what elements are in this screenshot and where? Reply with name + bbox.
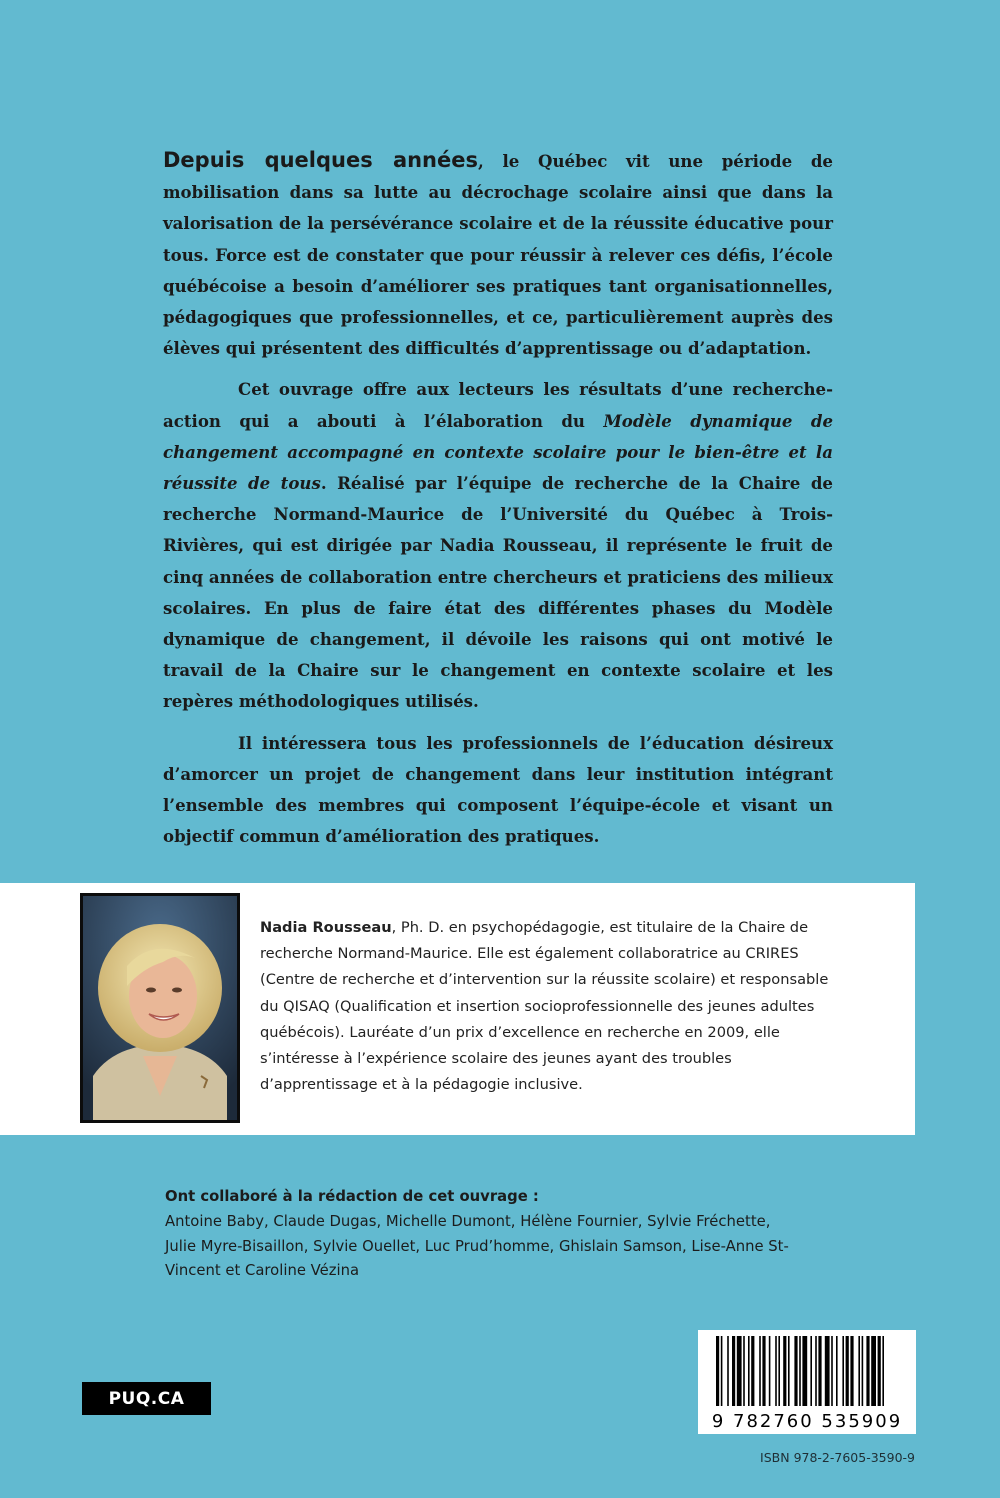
barcode-bar bbox=[810, 1336, 812, 1406]
summary-p2-start: Cet ouvrage offre aux lecteurs les résultats d’une recherche-action qui a abouti à l’élaboration du bbox=[163, 379, 833, 431]
contributors bbox=[165, 1185, 805, 1284]
isbn-text: ISBN 978-2-7605-3590-9 bbox=[760, 1450, 915, 1465]
summary-p1-text: , le Québec vit une période de mobilisation dans sa lutte au décrochage scolaire ainsi que dans la valorisation de la persévérance scolaire et de la réussite éducative pour tous. Force est de constater que pour réussir à relever ces défis, l’école québécoise a besoin d’améliorer ses pratiques tant organisationnelles, pédagogiques que professionnelles, et ce, particulièrement auprès des élèves qui présentent des difficultés d’apprentissage ou d’adaptation. bbox=[163, 151, 833, 359]
barcode-bar bbox=[842, 1336, 844, 1406]
barcode-bar bbox=[878, 1336, 881, 1406]
back-cover-summary bbox=[163, 145, 833, 862]
barcode-bar bbox=[737, 1336, 742, 1406]
barcode-bar bbox=[778, 1336, 780, 1406]
barcode-bar bbox=[882, 1336, 884, 1406]
summary-lead: Depuis quelques années bbox=[163, 148, 478, 172]
summary-paragraph-3: Il intéressera tous les professionnels de l’éducation désireux d’amorcer un projet de changement dans leur institution intégrant l’ensemble des membres qui composent l’équipe-école et visant un objectif commun d’amélioration des pratiques. bbox=[163, 732, 833, 847]
isbn-barcode bbox=[698, 1330, 916, 1434]
barcode-bar bbox=[799, 1336, 801, 1406]
contributors-names: Antoine Baby, Claude Dugas, Michelle Dumont, Hélène Fournier, Sylvie Fréchette, Julie Myre-Bisaillon, Sylvie Ouellet, Luc Prud’homme, Ghislain Samson, Lise-Anne St-Vincent et Caroline Vézina bbox=[165, 1212, 789, 1280]
barcode-bars-icon bbox=[698, 1330, 916, 1410]
author-photo bbox=[80, 893, 240, 1123]
author-name: Nadia Rousseau bbox=[260, 919, 392, 936]
barcode-bar bbox=[759, 1336, 761, 1406]
summary-paragraph-1 bbox=[163, 145, 833, 364]
barcode-bar bbox=[732, 1336, 735, 1406]
model-title: Modèle dynamique de changement accompagné en contexte scolaire pour le bien-être et la réussite de tous bbox=[163, 410, 833, 494]
barcode-bar bbox=[815, 1336, 817, 1406]
barcode-digits: 9 782760 535909 bbox=[711, 1411, 903, 1432]
summary-paragraph-2 bbox=[163, 374, 833, 717]
barcode-bar bbox=[783, 1336, 786, 1406]
barcode-bar bbox=[825, 1336, 830, 1406]
barcode-bar bbox=[762, 1336, 765, 1406]
contributors-heading: Ont collaboré à la rédaction de cet ouvrage : bbox=[165, 1188, 539, 1205]
barcode-bar bbox=[802, 1336, 807, 1406]
barcode-bar bbox=[862, 1336, 864, 1406]
barcode-bar bbox=[794, 1336, 797, 1406]
barcode-bar bbox=[850, 1336, 853, 1406]
author-bio-text: , Ph. D. en psychopédagogie, est titulaire de la Chaire de recherche Normand-Maurice. Elle est également collaboratrice au CRIRES (Centre de recherche et d’intervention sur la réussite scolaire) et responsable du QISAQ (Qualification et insertion socioprofessionnelle des jeunes adultes québécois). Lauréate d’un prix d’excellence en recherche en 2009, elle s’intéresse à l’expérience scolaire des jeunes ayant des troubles d’apprentissage et à la pédagogie inclusive. bbox=[260, 919, 829, 1094]
barcode-bar bbox=[858, 1336, 860, 1406]
author-bio bbox=[260, 915, 830, 1098]
barcode-bar bbox=[721, 1336, 723, 1406]
barcode-bar bbox=[866, 1336, 869, 1406]
barcode-bar bbox=[751, 1336, 754, 1406]
barcode-bar bbox=[716, 1336, 719, 1406]
author-portrait-icon bbox=[83, 896, 237, 1120]
publisher-label: PUQ.CA bbox=[82, 1382, 211, 1415]
barcode-bar bbox=[743, 1336, 745, 1406]
barcode-bar bbox=[788, 1336, 790, 1406]
barcode-bar bbox=[871, 1336, 876, 1406]
barcode-bar bbox=[727, 1336, 729, 1406]
summary-p2-end: . Réalisé par l’équipe de recherche de la Chaire de recherche Normand-Maurice de l’Université du Québec à Trois-Rivières, qui est dirigée par Nadia Rousseau, il représente le fruit de cinq années de collaboration entre chercheurs et praticiens des milieux scolaires. En plus de faire état des différentes phases du Modèle dynamique de changement, il dévoile les raisons qui ont motivé le travail de la Chaire sur le changement en contexte scolaire et les repères méthodologiques utilisés. bbox=[163, 473, 833, 712]
barcode-bar bbox=[846, 1336, 849, 1406]
barcode-bar bbox=[769, 1336, 771, 1406]
barcode-bar bbox=[775, 1336, 777, 1406]
barcode-bar bbox=[818, 1336, 821, 1406]
barcode-bar bbox=[831, 1336, 833, 1406]
barcode-bar bbox=[748, 1336, 750, 1406]
barcode-bar bbox=[836, 1336, 838, 1406]
